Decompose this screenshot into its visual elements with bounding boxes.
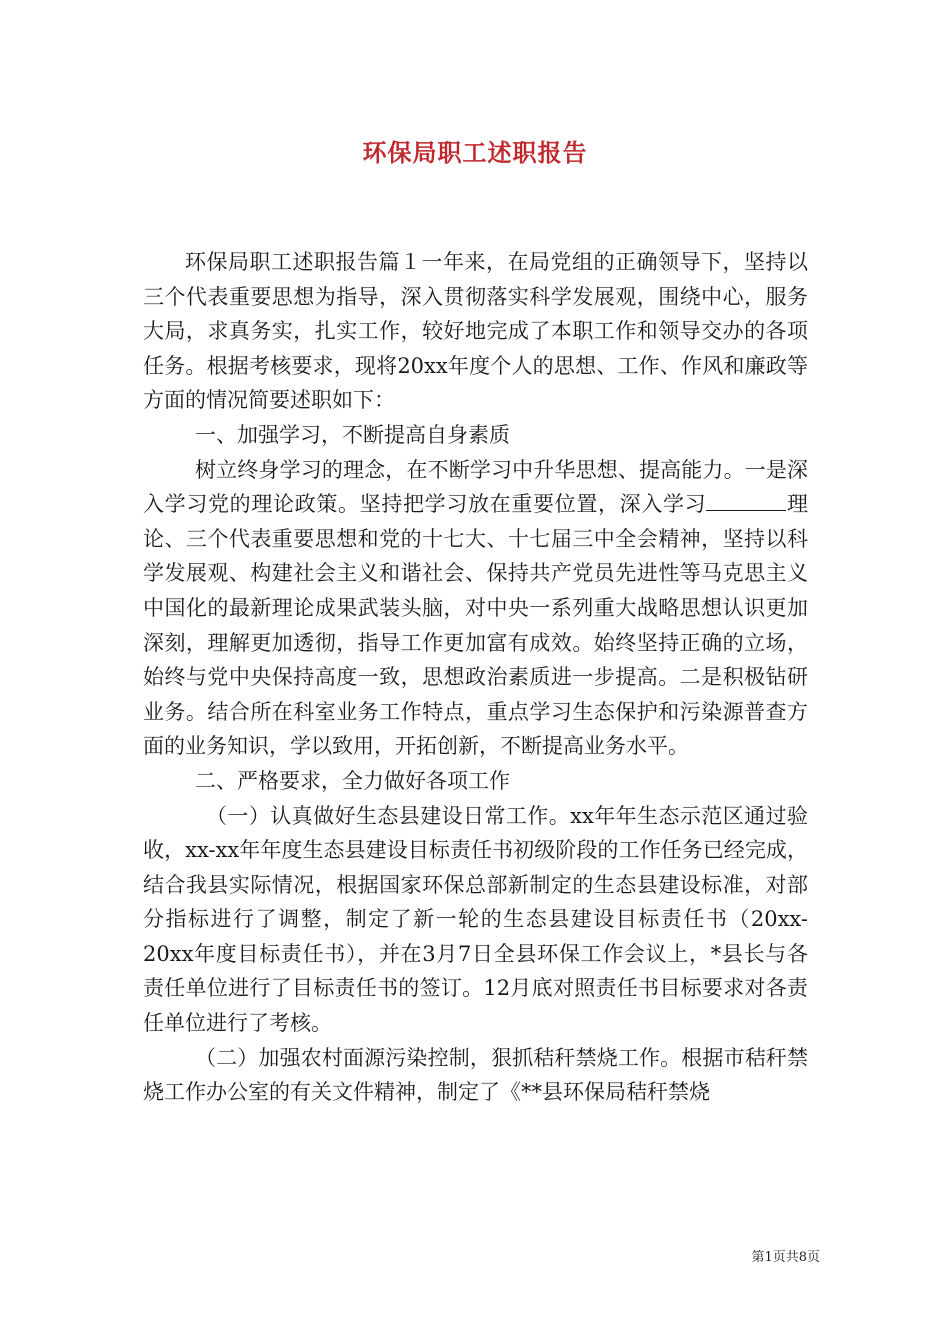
paragraph-intro: 环保局职工述职报告篇１一年来，在局党组的正确领导下，坚持以三个代表重要思想为指导，深入贯彻落实科学发展观，围绕中心，服务大局，求真务实，扎实工作，较好地完成了本职工作和领导交办的各项任务。根据考核要求，现将20xx年度个人的思想、工作、作风和廉政等方面的情况简要述职如下：: [143, 250, 808, 413]
section-heading-study: 一、加强学习，不断提高自身素质: [195, 422, 510, 447]
page-number: 第1页共8页: [751, 1250, 820, 1265]
page-title: 环保局职工述职报告: [362, 138, 588, 167]
section-heading-work: 二、严格要求，全力做好各项工作: [195, 768, 510, 793]
paragraph-item-2: （二）加强农村面源污染控制，狠抓秸秆禁烧工作。根据市秸秆禁烧工作办公室的有关文件精神，制定了《**县环保局秸秆禁烧: [143, 1045, 808, 1105]
paragraph-study: [143, 453, 808, 764]
paragraph-item-1: （一）认真做好生态县建设日常工作。xx年年生态示范区通过验收，xx-xx年年度生态县建设目标责任书初级阶段的工作任务已经完成，结合我县实际情况，根据国家环保总部新制定的生态县建设标准，对部分指标进行了调整，制定了新一轮的生态县建设目标责任书（20xx-20xx年度目标责任书），并在3月7日全县环保工作会议上，*县长与各责任单位进行了目标责任书的签订。12月底对照责任书目标要求对各责任单位进行了考核。: [143, 803, 808, 1036]
paragraph-study-part2: 理论、三个代表重要思想和党的十七大、十七届三中全会精神，坚持以科学发展观、构建社会主义和谐社会、保持共产党员先进性等马克思主义中国化的最新理论成果武装头脑，对中央一系列重大战略思想认识更加深刻，理解更加透彻，指导工作更加富有成效。始终坚持正确的立场，始终与党中央保持高度一致，思想政治素质进一步提高。二是积极钻研业务。结合所在科室业务工作特点，重点学习生态保护和污染源普查方面的业务知识，学以致用，开拓创新，不断提高业务水平。: [143, 492, 809, 759]
blank-line: [706, 492, 746, 511]
document-body: [143, 245, 808, 1110]
blank-line: [746, 492, 786, 511]
paragraph-study-part1: 树立终身学习的理念，在不断学习中升华思想、提高能力。一是深入学习党的理论政策。坚持把学习放在重要位置，深入学习: [143, 457, 808, 517]
